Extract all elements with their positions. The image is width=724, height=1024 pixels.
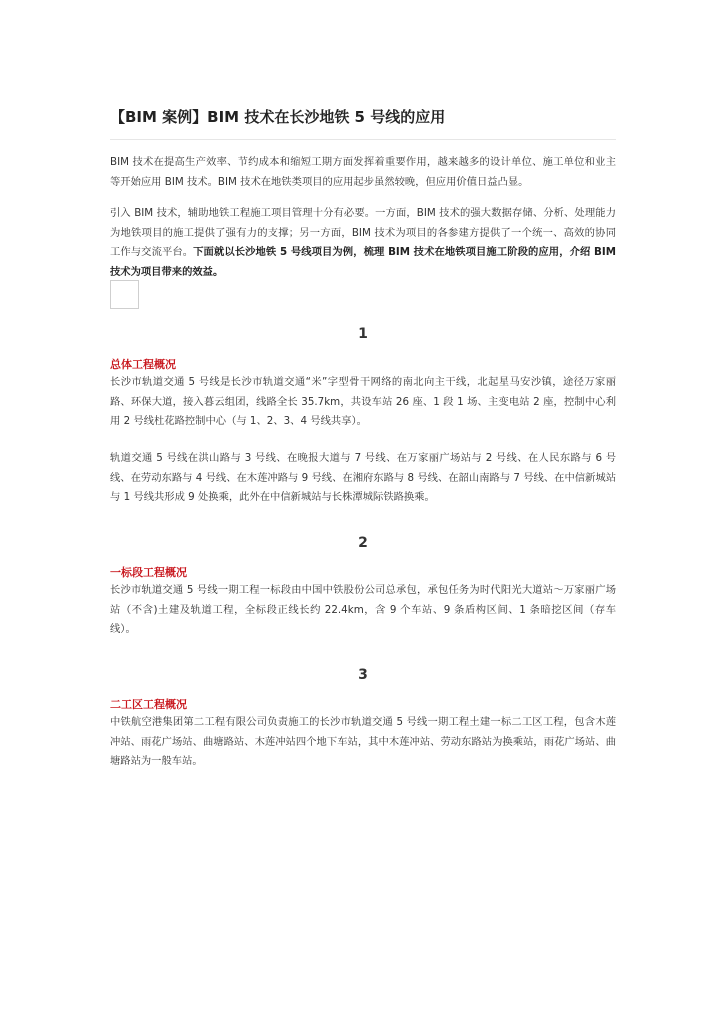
image-placeholder [110, 280, 139, 309]
section-paragraph: 轨道交通 5 号线在洪山路与 3 号线、在晚报大道与 7 号线、在万家丽广场站与 2 号线、在人民东路与 6 号线、在劳动东路与 4 号线、在木莲冲路与 9 号线、在湘府东路与 8 号线、在韶山南路与 7 号线、在中信新城站与 1 号线共形成 9 处换乘，此外在中信新城站与长株潭城际铁路换乘。 [110, 452, 616, 503]
section-paragraph: 长沙市轨道交通 5 号线一期工程一标段由中国中铁股份公司总承包，承包任务为时代阳光大道站～万家丽广场站（不含)土建及轨道工程，全标段正线长约 22.4km，含 9 个车站、9 条盾构区间、1 条暗挖区间（存车线）。 [110, 584, 616, 635]
section-paragraph: 中铁航空港集团第二工程有限公司负责施工的长沙市轨道交通 5 号线一期工程土建一标二工区工程，包含木莲冲站、雨花广场站、曲塘路站、木莲冲站四个地下车站，其中木莲冲站、劳动东路站为换乘站，雨花广场站、曲塘路站为一般车站。 [110, 716, 616, 767]
section-heading: 一标段工程概况 [110, 566, 187, 579]
intro-paragraph-2 [110, 204, 616, 282]
intro-paragraph-2-text: 引入 BIM 技术，辅助地铁工程施工项目管理十分有必要。一方面，BIM 技术的强大数据存储、分析、处理能力为地铁项目的施工提供了强有力的支撑；另一方面，BIM 技术为项目的各参建方提供了一个统一、高效的协同工作与交流平台。 [110, 207, 616, 258]
intro-paragraph-2-emphasis: 下面就以长沙地铁 5 号线项目为例，梳理 BIM 技术在地铁项目施工阶段的应用，介绍 BIM 技术为项目带来的效益。 [110, 246, 616, 278]
section-paragraph: 长沙市轨道交通 5 号线是长沙市轨道交通“米”字型骨干网络的南北向主干线，北起星马安沙镇，途径万家丽路、环保大道，接入暮云组团，线路全长 35.7km，共设车站 26 座、1 段 1 场、主变电站 2 座，控制中心利用 2 号线杜花路控制中心（与 1、2、3、4 号线共享）。 [110, 376, 616, 427]
section-number: 2 [358, 535, 368, 551]
section-heading: 总体工程概况 [110, 358, 176, 371]
section-number: 3 [358, 667, 368, 683]
title-divider [110, 139, 616, 140]
intro-paragraph-1: BIM 技术在提高生产效率、节约成本和缩短工期方面发挥着重要作用，越来越多的设计单位、施工单位和业主等开始应用 BIM 技术。BIM 技术在地铁类项目的应用起步虽然较晚，但应用价值日益凸显。 [110, 156, 616, 188]
article-title: 【BIM 案例】BIM 技术在长沙地铁 5 号线的应用 [110, 108, 446, 126]
section-number: 1 [358, 326, 368, 342]
section-heading: 二工区工程概况 [110, 698, 187, 711]
